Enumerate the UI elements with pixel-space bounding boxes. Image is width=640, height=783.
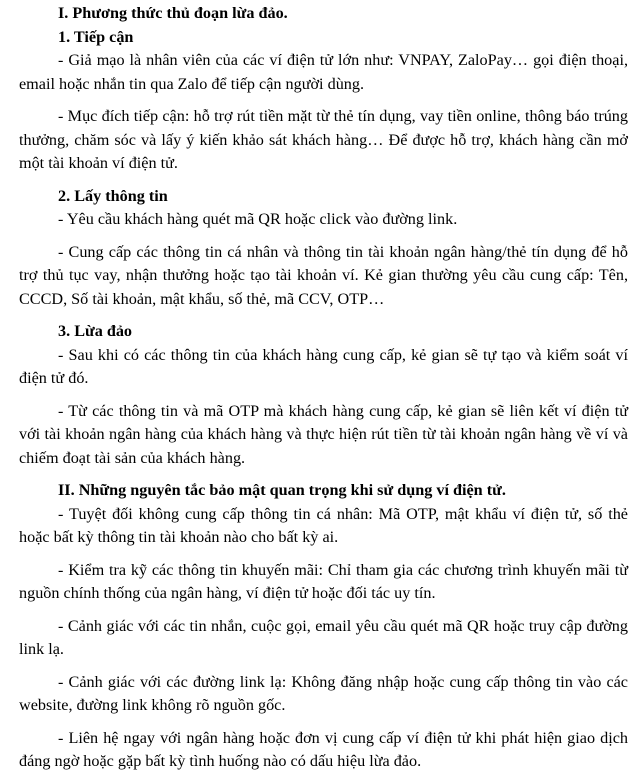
paragraph: - Tuyệt đối không cung cấp thông tin cá nhân: Mã OTP, mật khẩu ví điện tử, số thẻ hoặc bất kỳ thông tin tài khoản nào cho bất kỳ ai. <box>19 504 628 546</box>
paragraph: - Giả mạo là nhân viên của các ví điện tử lớn như: VNPAY, ZaloPay… gọi điện thoại, email hoặc nhắn tin qua Zalo để tiếp cận người dùng. <box>19 51 628 93</box>
section-2-heading: II. Những nguyên tắc bảo mật quan trọng khi sử dụng ví điện tử. <box>58 481 506 499</box>
paragraph: - Mục đích tiếp cận: hỗ trợ rút tiền mặt từ thẻ tín dụng, vay tiền online, thông báo trúng thưởng, chăm sóc và lấy ý kiến khảo sát khách hàng… Để được hỗ trợ, khách hàng cần mở một tài khoản ví điện tử. <box>19 107 628 172</box>
paragraph: - Từ các thông tin và mã OTP mà khách hàng cung cấp, kẻ gian sẽ liên kết ví điện tử với tài khoản ngân hàng của khách hàng và thực hiện rút tiền từ tài khoản ngân hàng về ví và chiếm đoạt tài sản của khách hàng. <box>19 401 628 467</box>
paragraph: - Cảnh giác với các đường link lạ: Không đăng nhập hoặc cung cấp thông tin vào các website, đường link không rõ nguồn gốc. <box>19 672 628 714</box>
paragraph: - Cung cấp các thông tin cá nhân và thông tin tài khoản ngân hàng/thẻ tín dụng để hỗ trợ thủ tục vay, nhận thưởng hoặc tạo tài khoản ví. Kẻ gian thường yêu cầu cung cấp: Tên, CCCD, Số tài khoản, mật khẩu, số thẻ, mã CCV, OTP… <box>19 242 628 308</box>
paragraph: - Yêu cầu khách hàng quét mã QR hoặc click vào đường link. <box>58 210 458 228</box>
paragraph: - Sau khi có các thông tin của khách hàng cung cấp, kẻ gian sẽ tự tạo và kiểm soát ví điện tử đó. <box>19 345 628 387</box>
paragraph: - Cảnh giác với các tin nhắn, cuộc gọi, email yêu cầu quét mã QR hoặc truy cập đường link lạ. <box>19 616 628 658</box>
paragraph: - Kiểm tra kỹ các thông tin khuyến mãi: Chỉ tham gia các chương trình khuyến mãi từ nguồn chính thống của ngân hàng, ví điện tử hoặc đối tác uy tín. <box>19 560 628 602</box>
section-1-heading: I. Phương thức thủ đoạn lừa đảo. <box>58 4 288 22</box>
subsection-2-heading: 2. Lấy thông tin <box>58 186 168 205</box>
document-body <box>19 2 628 783</box>
paragraph: - Liên hệ ngay với ngân hàng hoặc đơn vị cung cấp ví điện tử khi phát hiện giao dịch đáng ngờ hoặc gặp bất kỳ tình huống nào có dấu hiệu lừa đảo. <box>19 728 628 770</box>
subsection-3-heading: 3. Lừa đảo <box>58 322 133 340</box>
subsection-1-heading: 1. Tiếp cận <box>58 27 134 46</box>
